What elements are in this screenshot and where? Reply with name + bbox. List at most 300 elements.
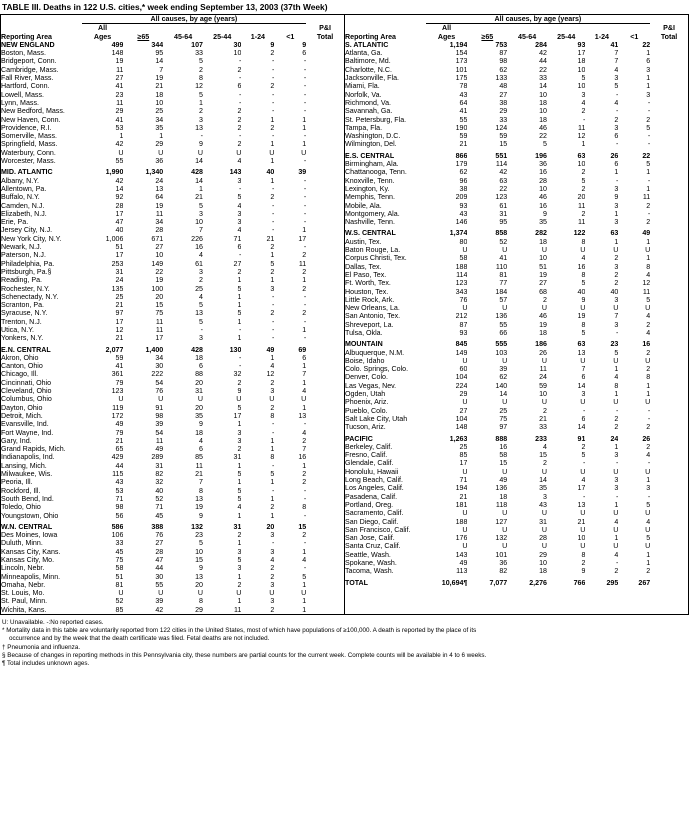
row-area-label: St. Louis, Mo. [1, 589, 45, 598]
row-area-label: Tucson, Ariz. [345, 423, 386, 432]
cell-gap [650, 476, 688, 484]
cell-age-under-1: 2 [302, 478, 307, 487]
cell-all-ages: 27 [115, 74, 124, 83]
cell-age-45-64: 10 [539, 184, 547, 193]
table-row [1, 523, 344, 531]
row-area-label: TOTAL [345, 578, 368, 587]
cell-age-under-1: - [647, 459, 651, 468]
cell-age-45-64: 21 [195, 193, 203, 202]
table-row [1, 157, 344, 165]
cell-age-65-plus: 14 [155, 57, 164, 66]
table-row [345, 91, 688, 99]
cell-age-65-plus: 19 [155, 276, 164, 285]
cell-age-under-1: - [303, 539, 307, 548]
row-area-label: Lincoln, Nebr. [1, 564, 45, 573]
cell-age-45-64: 3 [199, 209, 203, 218]
cell-age-1-24: 1 [614, 442, 619, 451]
cell-age-under-1: 7 [302, 445, 307, 454]
cell-age-65-plus: 45 [155, 511, 164, 520]
row-area-label: Wilmington, Del. [345, 140, 397, 149]
cell-age-under-1: - [303, 486, 307, 495]
cell-age-25-44: 5 [237, 284, 242, 293]
right-header-under1: <1 [630, 32, 639, 41]
cell-gap [650, 518, 688, 526]
cell-all-ages: U [118, 589, 124, 598]
left-pane [1, 15, 345, 614]
table-row [1, 301, 344, 309]
cell-age-under-1: 1 [646, 168, 651, 177]
cell-age-under-1: 2 [646, 218, 651, 227]
table-row [1, 362, 344, 370]
row-area-label: Fort Wayne, Ind. [1, 428, 54, 437]
cell-age-65-plus: 289 [151, 453, 164, 462]
cell-gap [650, 74, 688, 82]
cell-age-65-plus: 71 [155, 503, 164, 512]
cell-age-65-plus: 76 [155, 387, 164, 396]
cell-all-ages: 76 [459, 295, 468, 304]
cell-all-ages: 38 [459, 184, 468, 193]
cell-age-25-44: 4 [237, 226, 242, 235]
row-area-label: Berkeley, Calif. [345, 442, 393, 451]
table-row [1, 210, 344, 218]
cell-all-ages: 148 [455, 423, 468, 432]
table-panes [1, 15, 688, 614]
cell-age-under-1: 1 [646, 550, 651, 559]
cell-all-ages: 98 [115, 503, 124, 512]
cell-age-under-1: 17 [298, 234, 307, 243]
cell-age-65-plus: U [502, 304, 508, 313]
cell-age-under-1: 9 [302, 40, 307, 49]
cell-age-1-24: 7 [614, 57, 619, 66]
cell-age-1-24: 2 [270, 403, 275, 412]
cell-gap [650, 501, 688, 509]
cell-age-45-64: 51 [539, 262, 547, 271]
row-area-label: Denver, Colo. [345, 373, 388, 382]
cell-all-ages: 97 [115, 309, 124, 318]
cell-age-1-24: 1 [270, 494, 275, 503]
cell-age-45-64: 2 [199, 107, 203, 116]
cell-age-under-1: - [647, 209, 651, 218]
cell-age-25-44: - [239, 325, 242, 334]
cell-age-25-44: - [239, 90, 242, 99]
cell-age-45-64: 14 [195, 176, 203, 185]
cell-age-65-plus: 110 [495, 262, 508, 271]
row-area-label: Somerville, Mass. [1, 132, 57, 141]
cell-age-45-64: 22 [539, 65, 547, 74]
cell-age-under-1: U [301, 395, 307, 404]
cell-age-under-1: - [303, 184, 307, 193]
cell-age-45-64: 5 [199, 57, 203, 66]
row-area-label: Seattle, Wash. [345, 550, 391, 559]
cell-all-ages: 93 [459, 328, 468, 337]
table-row [1, 168, 344, 176]
table-row [1, 309, 344, 317]
cell-all-ages: 51 [115, 243, 124, 252]
cell-age-65-plus: 20 [155, 292, 164, 301]
cell-age-45-64: 3 [199, 115, 203, 124]
cell-age-65-plus: 133 [495, 74, 508, 83]
cell-all-ages: 40 [115, 226, 124, 235]
row-area-label: Utica, N.Y. [1, 325, 34, 334]
cell-age-under-1: 4 [302, 556, 307, 564]
table-row [1, 487, 344, 495]
table-row [1, 548, 344, 556]
cell-all-ages: 499 [111, 40, 124, 49]
cell-age-25-44: 2 [237, 580, 242, 589]
cell-age-45-64: 29 [195, 605, 203, 614]
cell-all-ages: 81 [115, 580, 124, 589]
cell-all-ages: 149 [455, 348, 468, 357]
cell-age-under-1: 267 [638, 578, 651, 587]
cell-age-under-1: 49 [642, 229, 651, 238]
cell-age-45-64: 61 [195, 259, 203, 268]
cell-age-under-1: 2 [302, 531, 307, 540]
cell-all-ages: 224 [455, 381, 468, 390]
cell-age-1-24: 1 [270, 115, 275, 124]
cell-age-1-24: 6 [614, 160, 619, 169]
table-row [345, 246, 688, 254]
cell-age-25-44: 31 [233, 522, 242, 531]
cell-age-45-64: 13 [195, 123, 203, 132]
table-row [1, 124, 344, 132]
cell-age-under-1: 2 [302, 436, 307, 445]
row-area-label: Phoenix, Ariz. [345, 398, 389, 407]
cell-age-1-24: 6 [614, 132, 619, 141]
cell-age-25-44: 10 [577, 65, 586, 74]
cell-all-ages: U [462, 356, 468, 365]
cell-age-1-24: 2 [614, 279, 619, 288]
cell-age-25-44: U [580, 509, 586, 518]
row-area-label: E.S. CENTRAL [345, 151, 395, 160]
cell-age-45-64: 12 [195, 82, 203, 91]
cell-age-1-24: - [271, 486, 275, 495]
cell-age-under-1: 4 [646, 312, 651, 321]
cell-age-under-1: 1 [302, 597, 307, 606]
table-row [345, 468, 688, 476]
cell-all-ages: 17 [115, 317, 124, 326]
cell-gap [650, 579, 688, 587]
cell-age-1-24: U [613, 467, 619, 476]
table-row [1, 346, 344, 354]
cell-age-45-64: 35 [539, 484, 547, 493]
cell-age-25-44: 3 [581, 90, 586, 99]
cell-age-45-64: 36 [539, 160, 547, 169]
cell-age-under-1: 8 [302, 503, 307, 512]
cell-gap [306, 276, 344, 284]
cell-age-under-1: - [303, 564, 307, 573]
cell-age-1-24: 8 [614, 381, 619, 390]
cell-age-under-1: - [303, 65, 307, 74]
cell-age-25-44: 18 [577, 57, 586, 66]
cell-age-25-44: 5 [237, 486, 242, 495]
cell-age-65-plus: 62 [499, 373, 508, 382]
cell-all-ages: 148 [111, 49, 124, 58]
cell-gap [650, 443, 688, 451]
row-area-label: Atlanta, Ga. [345, 49, 383, 58]
cell-age-1-24: 2 [270, 193, 275, 202]
cell-age-45-64: 19 [195, 503, 203, 512]
table-row [1, 379, 344, 387]
cell-age-65-plus: 34 [155, 115, 164, 124]
cell-age-45-64: 19 [539, 320, 547, 329]
cell-all-ages: U [462, 398, 468, 407]
cell-age-45-64: U [541, 398, 547, 407]
cell-all-ages: 33 [115, 539, 124, 548]
table-row [345, 49, 688, 57]
right-header-1-24: 1-24 [594, 32, 609, 41]
cell-age-45-64: 8 [199, 74, 203, 83]
cell-age-65-plus: 14 [499, 390, 508, 399]
cell-all-ages: 21 [115, 301, 124, 310]
cell-age-under-1: 2 [302, 284, 307, 293]
cell-gap [306, 581, 344, 589]
footnote-4: § Because of changes in reporting methods in this Pennsylvania city, these numbers are partial counts for the current week. Complete counts will be available in 4 to 6 weeks. [2, 651, 487, 659]
cell-age-45-64: 31 [539, 517, 547, 526]
cell-all-ages: U [118, 395, 124, 404]
cell-age-45-64: 10 [195, 218, 203, 227]
table-row [1, 495, 344, 503]
cell-age-45-64: 9 [543, 209, 547, 218]
cell-age-25-44: U [236, 395, 242, 404]
cell-age-1-24: 2 [270, 82, 275, 91]
cell-gap [650, 340, 688, 348]
row-area-label: Trenton, N.J. [1, 317, 42, 326]
cell-age-1-24: 3 [614, 184, 619, 193]
cell-age-under-1: 1 [302, 115, 307, 124]
cell-all-ages: 10,694¶ [441, 578, 468, 587]
right-header-pi: P&I Total [660, 24, 678, 41]
cell-gap [306, 597, 344, 605]
footnote-5: ¶ Total includes unknown ages. [2, 660, 90, 668]
cell-gap [306, 210, 344, 218]
row-area-label: Cincinnati, Ohio [1, 378, 52, 387]
cell-all-ages: 25 [115, 292, 124, 301]
row-area-label: Columbus, Ohio [1, 395, 52, 404]
cell-age-65-plus: 1,340 [145, 168, 164, 177]
cell-gap [650, 49, 688, 57]
table-row [345, 210, 688, 218]
table-row [345, 124, 688, 132]
cell-gap [650, 493, 688, 501]
right-header-cols [345, 24, 688, 41]
table-row [345, 193, 688, 201]
cell-age-under-1: 5 [646, 160, 651, 169]
cell-all-ages: 44 [115, 461, 124, 470]
cell-age-25-44: 3 [237, 218, 242, 227]
row-area-label: Ft. Worth, Tex. [345, 279, 391, 288]
cell-age-45-64: 16 [539, 201, 547, 210]
cell-age-25-44: 10 [233, 49, 242, 58]
row-area-label: Minneapolis, Minn. [1, 572, 61, 581]
table-row [345, 493, 688, 501]
cell-age-45-64: 132 [191, 522, 203, 531]
row-area-label: Boston, Mass. [1, 49, 46, 58]
row-area-label: Elizabeth, N.J. [1, 209, 47, 218]
cell-age-under-1: - [303, 420, 307, 429]
cell-all-ages: 31 [115, 267, 124, 276]
cell-age-65-plus: 132 [495, 534, 508, 543]
row-area-label: Tampa, Fla. [345, 123, 383, 132]
cell-age-under-1: - [303, 494, 307, 503]
cell-age-1-24: 1 [270, 251, 275, 260]
cell-age-1-24: 1 [614, 390, 619, 399]
left-header-all-ages: All Ages [93, 24, 112, 41]
table-row [345, 501, 688, 509]
cell-age-65-plus: 19 [155, 201, 164, 210]
table-row [1, 99, 344, 107]
cell-age-65-plus: 95 [155, 49, 164, 58]
cell-all-ages: 53 [115, 486, 124, 495]
cell-age-1-24: U [613, 398, 619, 407]
cell-all-ages: 23 [115, 90, 124, 99]
cell-age-45-64: 13 [195, 309, 203, 318]
cell-gap [306, 362, 344, 370]
cell-age-65-plus: 48 [499, 82, 508, 91]
cell-age-65-plus: U [502, 509, 508, 518]
cell-all-ages: 65 [115, 445, 124, 454]
cell-gap [650, 160, 688, 168]
cell-all-ages: 361 [111, 370, 124, 379]
table-row [345, 559, 688, 567]
cell-age-45-64: 5 [199, 539, 203, 548]
cell-age-25-44: 1 [237, 420, 242, 429]
left-header-25-44: 25-44 [213, 32, 232, 41]
cell-gap [306, 157, 344, 165]
table-row [1, 226, 344, 234]
row-area-label: Dallas, Tex. [345, 262, 382, 271]
cell-age-45-64: 11 [539, 365, 547, 374]
cell-age-65-plus: 81 [499, 270, 508, 279]
cell-age-under-1: 1 [302, 378, 307, 387]
cell-age-1-24: - [271, 132, 275, 141]
cell-age-under-1: - [303, 317, 307, 326]
cell-age-65-plus: 140 [495, 381, 508, 390]
table-row [345, 185, 688, 193]
cell-age-45-64: U [541, 509, 547, 518]
row-area-label: Akron, Ohio [1, 353, 39, 362]
row-area-label: Lynn, Mass. [1, 98, 39, 107]
table-row [345, 279, 688, 287]
cell-age-under-1: 1 [646, 82, 651, 91]
cell-age-under-1: 1 [646, 381, 651, 390]
cell-age-65-plus: 858 [495, 229, 508, 238]
left-header-65: ≥65 [137, 32, 150, 41]
cell-gap [306, 346, 344, 354]
cell-age-1-24: 24 [610, 434, 619, 443]
cell-gap [306, 243, 344, 251]
cell-age-under-1: - [303, 243, 307, 252]
row-area-label: Schenectady, N.Y. [1, 292, 59, 301]
cell-gap [650, 82, 688, 90]
cell-age-1-24: 2 [614, 414, 619, 423]
cell-age-under-1: 1 [302, 325, 307, 334]
cell-age-45-64: 26 [539, 348, 547, 357]
cell-age-45-64: 7 [199, 226, 203, 235]
cell-all-ages: 1,990 [105, 168, 124, 177]
row-area-label: Rochester, N.Y. [1, 284, 50, 293]
cell-age-45-64: 2 [543, 295, 547, 304]
cell-age-under-1: U [645, 356, 651, 365]
table-row [345, 168, 688, 176]
cell-age-45-64: U [197, 589, 203, 598]
cell-age-65-plus: 11 [155, 209, 164, 218]
row-area-label: Pittsburgh, Pa.§ [1, 267, 52, 276]
cell-age-25-44: 40 [577, 287, 586, 296]
cell-all-ages: 104 [455, 414, 468, 423]
row-area-label: PACIFIC [345, 434, 373, 443]
cell-all-ages: U [462, 542, 468, 551]
cell-all-ages: 51 [115, 572, 124, 581]
cell-all-ages: 104 [455, 373, 468, 382]
cell-gap [306, 387, 344, 395]
cell-age-45-64: U [541, 525, 547, 534]
cell-age-25-44: 1 [237, 597, 242, 606]
row-area-label: Camden, N.J. [1, 201, 45, 210]
cell-age-25-44: 5 [581, 279, 586, 288]
cell-age-under-1: - [303, 218, 307, 227]
cell-gap [306, 334, 344, 342]
cell-age-45-64: U [541, 304, 547, 313]
cell-age-25-44: - [583, 492, 586, 501]
cell-age-under-1: 2 [646, 423, 651, 432]
row-area-label: Syracuse, N.Y. [1, 309, 48, 318]
cell-age-1-24: 3 [614, 218, 619, 227]
cell-age-under-1: - [303, 98, 307, 107]
cell-age-25-44: U [580, 356, 586, 365]
cell-gap [650, 152, 688, 160]
cell-age-1-24: 40 [266, 168, 275, 177]
cell-age-65-plus: 21 [155, 82, 164, 91]
cell-age-1-24: - [271, 98, 275, 107]
row-area-label: Hartford, Conn. [1, 82, 50, 91]
table-row [345, 218, 688, 226]
cell-age-65-plus: 58 [499, 451, 508, 460]
cell-age-45-64: 2 [543, 406, 547, 415]
cell-all-ages: 79 [115, 428, 124, 437]
cell-age-1-24: - [615, 459, 619, 468]
table-row [345, 238, 688, 246]
row-area-label: Tacoma, Wash. [345, 567, 394, 576]
cell-age-45-64: 33 [539, 423, 547, 432]
table-row [345, 534, 688, 542]
table-row [345, 99, 688, 107]
cell-gap [306, 462, 344, 470]
cell-age-45-64: 28 [539, 176, 547, 185]
cell-age-25-44: 2 [581, 559, 586, 567]
row-area-label: Austin, Tex. [345, 237, 382, 246]
cell-age-1-24: 1 [270, 176, 275, 185]
cell-age-25-44: 2 [237, 107, 242, 116]
cell-age-25-44: 2 [237, 267, 242, 276]
cell-all-ages: 52 [115, 597, 124, 606]
cell-age-25-44: 12 [577, 132, 586, 141]
cell-age-25-44: 5 [237, 309, 242, 318]
cell-age-65-plus: 55 [499, 320, 508, 329]
cell-age-45-64: 5 [199, 301, 203, 310]
cell-age-25-44: 17 [233, 411, 242, 420]
cell-age-25-44: 11 [578, 201, 586, 210]
cell-age-25-44: 63 [577, 340, 586, 349]
table-row [1, 251, 344, 259]
cell-age-1-24: 3 [614, 295, 619, 304]
cell-age-25-44: 143 [229, 168, 242, 177]
cell-age-1-24: 4 [614, 65, 619, 74]
cell-age-45-64: 5 [543, 140, 547, 149]
cell-age-45-64: 107 [191, 40, 203, 49]
cell-gap [306, 606, 344, 614]
row-area-label: El Paso, Tex. [345, 270, 387, 279]
cell-age-25-44: 10 [577, 82, 586, 91]
